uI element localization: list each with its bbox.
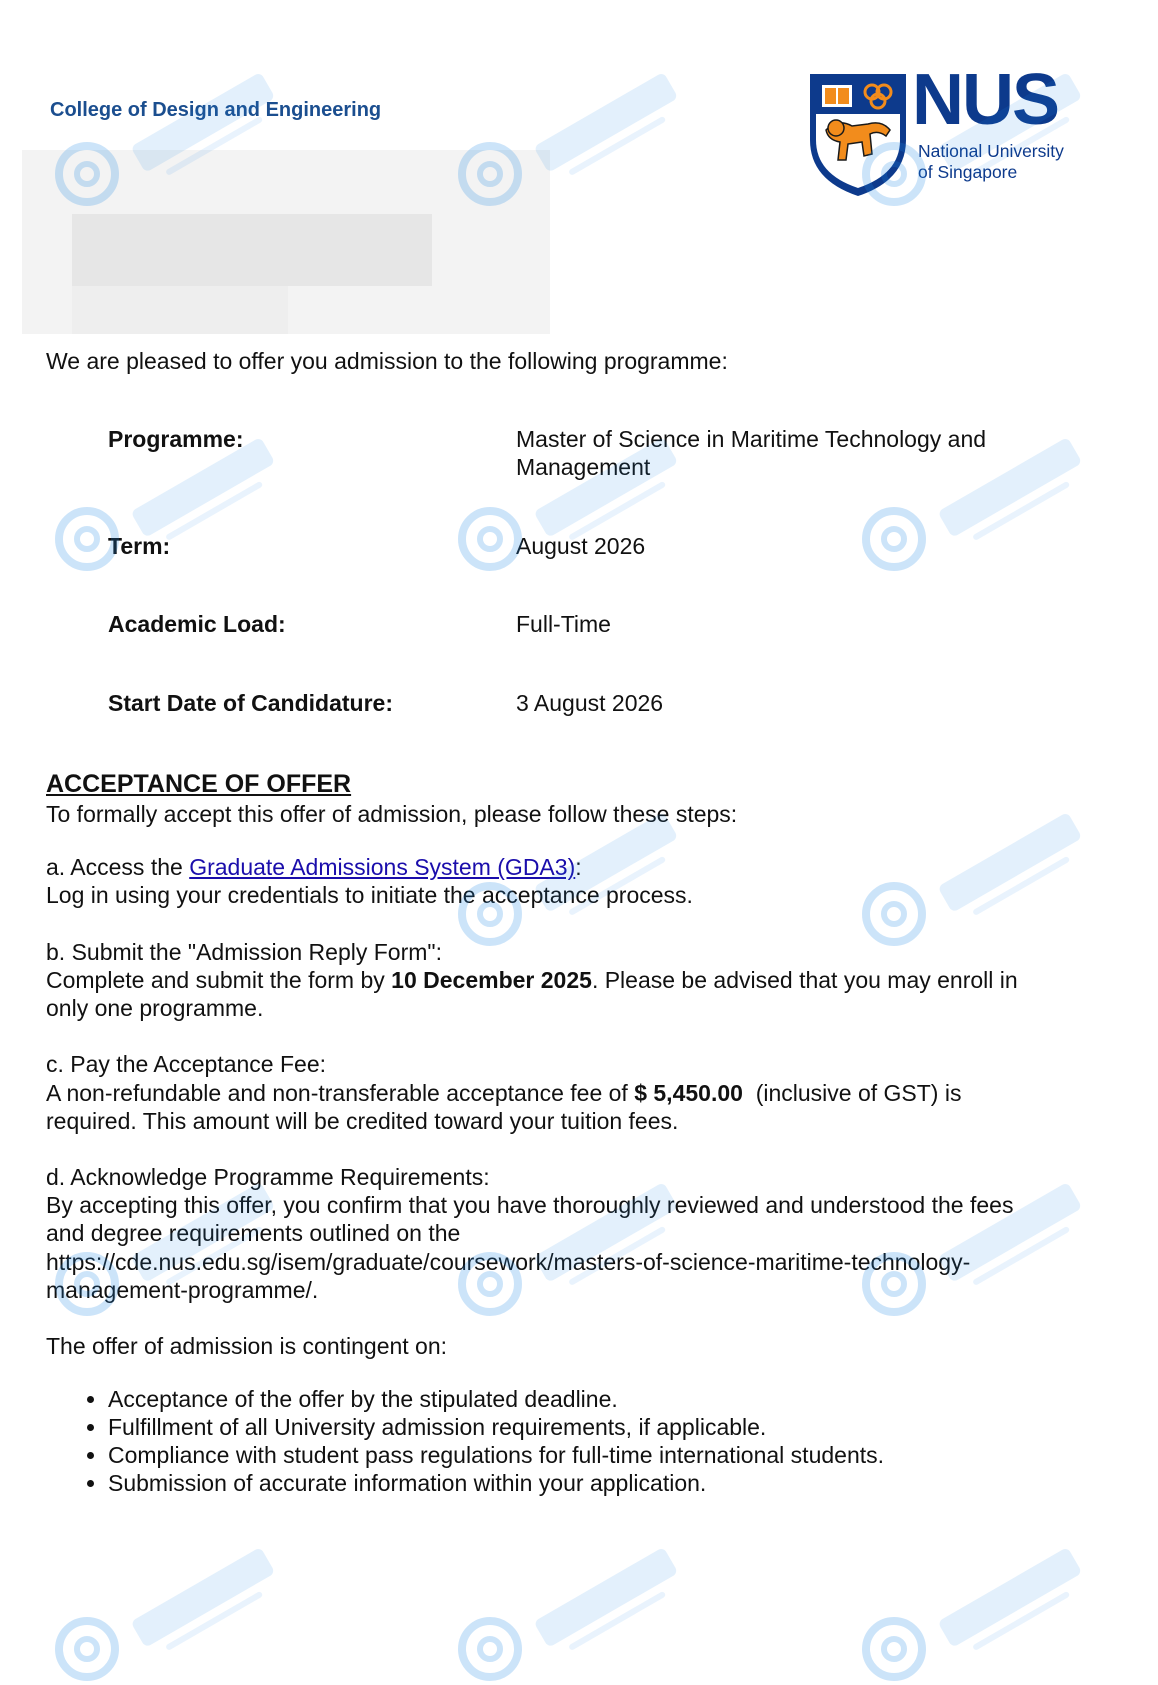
step-b-body-1: Complete and submit the form by xyxy=(46,967,392,993)
step-c-body xyxy=(46,1079,961,1107)
college-name: College of Design and Engineering xyxy=(50,99,382,121)
compassedu-watermark-icon xyxy=(55,1515,305,1685)
compassedu-watermark-icon xyxy=(862,1150,1112,1320)
reply-deadline: 10 December 2025 xyxy=(391,967,592,993)
step-c-body-1: A non-refundable and non-transferable acceptance fee of xyxy=(46,1080,635,1106)
step-b-body-2: . Please be advised that you may enroll in xyxy=(591,967,1018,993)
step-b-body-3: only one programme. xyxy=(46,995,264,1021)
compassedu-watermark-icon xyxy=(458,1515,708,1685)
nus-wordmark: NUS xyxy=(912,60,1059,140)
compassedu-watermark-icon xyxy=(862,1515,1112,1685)
step-b-body xyxy=(46,966,1018,994)
compassedu-watermark-icon xyxy=(458,1150,708,1320)
acceptance-fee: $ 5,450.00 xyxy=(634,1080,743,1106)
step-d-body-2: and degree requirements outlined on the xyxy=(46,1220,461,1246)
university-name xyxy=(918,141,1064,183)
condition-item: • Fulfillment of all University admission requirements, if applicable. xyxy=(108,1413,884,1441)
detail-label-start: Start Date of Candidature: xyxy=(108,690,393,716)
condition-item: • Compliance with student pass regulations for full-time international students. xyxy=(108,1441,884,1469)
programme-url: https://cde.nus.edu.sg/isem/graduate/coursework/masters-of-science-maritime-technology- xyxy=(46,1249,971,1275)
condition-item: • Submission of accurate information within your application. xyxy=(108,1469,884,1497)
step-c-title: c. Pay the Acceptance Fee: xyxy=(46,1051,326,1077)
acceptance-lead: To formally accept this offer of admission, please follow these steps: xyxy=(46,801,738,827)
acceptance-heading: ACCEPTANCE OF OFFER xyxy=(46,770,352,798)
step-c-body-3: required. This amount will be credited toward your tuition fees. xyxy=(46,1108,679,1134)
step-b-title: b. Submit the "Admission Reply Form": xyxy=(46,939,442,965)
detail-label-programme: Programme: xyxy=(108,426,244,452)
university-name-line2: of Singapore xyxy=(918,162,1018,182)
detail-value-start: 3 August 2026 xyxy=(516,690,664,716)
condition-item: • Acceptance of the offer by the stipulated deadline. xyxy=(108,1385,884,1413)
intro-text: We are pleased to offer you admission to the following programme: xyxy=(46,348,728,374)
programme-url-cont: management-programme/. xyxy=(46,1277,319,1303)
detail-label-term: Term: xyxy=(108,533,171,559)
step-a-prefix: a. Access the xyxy=(46,854,190,880)
step-a-body: Log in using your credentials to initiate the acceptance process. xyxy=(46,882,693,908)
step-d-body-1: By accepting this offer, you confirm that you have thoroughly reviewed and understood the fees xyxy=(46,1192,1014,1218)
detail-value-term: August 2026 xyxy=(516,533,646,559)
detail-value-load: Full-Time xyxy=(516,611,611,637)
detail-value-programme-line1: Master of Science in Maritime Technology and xyxy=(516,426,987,452)
detail-value-programme-line2: Management xyxy=(516,454,651,480)
step-a-title xyxy=(46,853,582,881)
step-a-suffix: : xyxy=(575,854,582,880)
step-d-title: d. Acknowledge Programme Requirements: xyxy=(46,1164,490,1190)
nus-crest-icon xyxy=(808,70,918,200)
conditions-list xyxy=(46,1385,884,1497)
contingent-lead: The offer of admission is contingent on: xyxy=(46,1333,448,1359)
step-c-body-2: (inclusive of GST) is xyxy=(742,1080,962,1106)
gda3-link[interactable]: Graduate Admissions System (GDA3) xyxy=(189,854,576,880)
compassedu-watermark-icon xyxy=(862,780,1112,950)
university-name-line1: National University xyxy=(918,141,1064,161)
detail-label-load: Academic Load: xyxy=(108,611,286,637)
